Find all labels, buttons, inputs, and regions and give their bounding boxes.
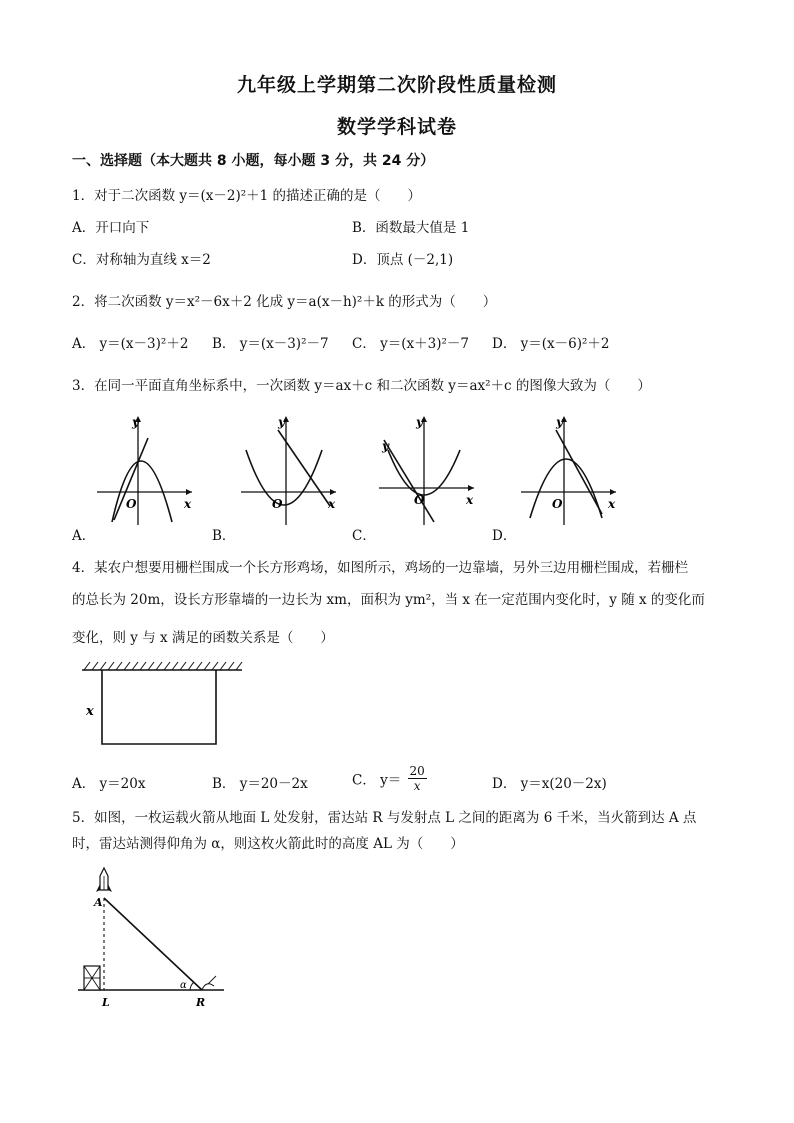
q5-label-alpha: α (180, 980, 187, 991)
q4-line-2: 的总长为 20m，设长方形靠墙的一边长为 xm，面积为 ym²，当 x 在一定范围内变化时，y 随 x 的变化而 (72, 592, 705, 608)
q2-option-a: A． y＝(x－3)²＋2 (72, 336, 189, 352)
q4-option-c-numerator: 20 (409, 764, 425, 778)
q3a-x-label: x (184, 497, 192, 511)
rocket-icon (96, 868, 112, 892)
q3-graph-d (516, 410, 626, 530)
q5-line-1: 5．如图，一枚运载火箭从地面 L 处发射，雷达站 R 与发射点 L 之间的距离为 6 千米，当火箭到达 A 点 (72, 810, 697, 826)
q3-option-b: B． (212, 528, 236, 544)
q4-line-3: 变化，则 y 与 x 满足的函数关系是（ ） (72, 630, 334, 646)
q3c-origin-label: O (414, 493, 425, 507)
q3d-origin-label: O (552, 497, 563, 511)
q2-stem: 2．将二次函数 y＝x²－6x＋2 化成 y＝a(x－h)²＋k 的形式为（ ） (72, 294, 497, 310)
q3b-origin-label: O (272, 497, 283, 511)
q4-figure-x-label: x (86, 704, 94, 719)
q3-option-a: A． (72, 528, 96, 544)
q3b-y-label: y (278, 415, 285, 429)
q3a-origin-label: O (126, 497, 137, 511)
q4-option-b: B． y＝20－2x (212, 776, 308, 792)
q4-option-c-label: C． y＝ (352, 772, 402, 789)
q1-option-b: B．函数最大值是 1 (352, 220, 470, 236)
q3d-x-label: x (608, 497, 616, 511)
q3-stem: 3．在同一平面直角坐标系中，一次函数 y＝ax＋c 和二次函数 y＝ax²＋c 的图像大致为（ ） (72, 378, 651, 394)
exam-subtitle: 数学学科试卷 (336, 116, 457, 138)
q1-option-c: C．对称轴为直线 x＝2 (72, 252, 211, 268)
radar-icon (202, 976, 216, 990)
launch-tower-icon (84, 966, 100, 990)
q2-option-d: D． y＝(x－6)²＋2 (492, 336, 610, 352)
q5-line-2: 时，雷达站测得仰角为 α，则这枚火箭此时的高度 AL 为（ ） (72, 836, 464, 852)
q2-option-c: C． y＝(x＋3)²－7 (352, 336, 469, 352)
q4-option-c-denominator: x (413, 779, 421, 793)
q5-rocket-figure (74, 862, 234, 1012)
section-heading: 一、选择题（本大题共 8 小题，每小题 3 分，共 24 分） (72, 153, 435, 169)
q1-stem: 1．对于二次函数 y＝(x－2)²＋1 的描述正确的是（ ） (72, 188, 422, 204)
q3-graph-a (92, 410, 202, 530)
exam-title: 九年级上学期第二次阶段性质量检测 (236, 74, 557, 96)
q4-chicken-coop-figure (78, 660, 248, 752)
q4-option-c-fraction (408, 764, 427, 793)
q1-option-d: D．顶点 (－2,1) (352, 252, 454, 268)
q3-option-c: C． (352, 528, 376, 544)
q4-line-1: 4．某农户想要用栅栏围成一个长方形鸡场，如图所示，鸡场的一边靠墙，另外三边用栅栏围成，若栅栏 (72, 560, 689, 576)
q4-option-c (352, 764, 429, 793)
q5-label-a: A (94, 896, 103, 909)
q3-graph-c (374, 410, 484, 530)
q3c-alt-y-label: y (382, 439, 389, 453)
q3-graph-b (236, 410, 346, 530)
q3c-x-label: x (466, 493, 474, 507)
q5-label-r: R (196, 996, 206, 1009)
q3c-y-label: y (416, 415, 423, 429)
q5-label-l: L (102, 996, 110, 1009)
q2-option-b: B． y＝(x－3)²－7 (212, 336, 329, 352)
q4-option-a: A． y＝20x (72, 776, 146, 792)
q4-option-d: D． y＝x(20－2x) (492, 776, 607, 792)
q3b-x-label: x (328, 497, 336, 511)
q3a-y-label: y (132, 415, 139, 429)
q1-option-a: A．开口向下 (72, 220, 150, 236)
q3-option-d: D． (492, 528, 517, 544)
q3d-y-label: y (556, 415, 563, 429)
